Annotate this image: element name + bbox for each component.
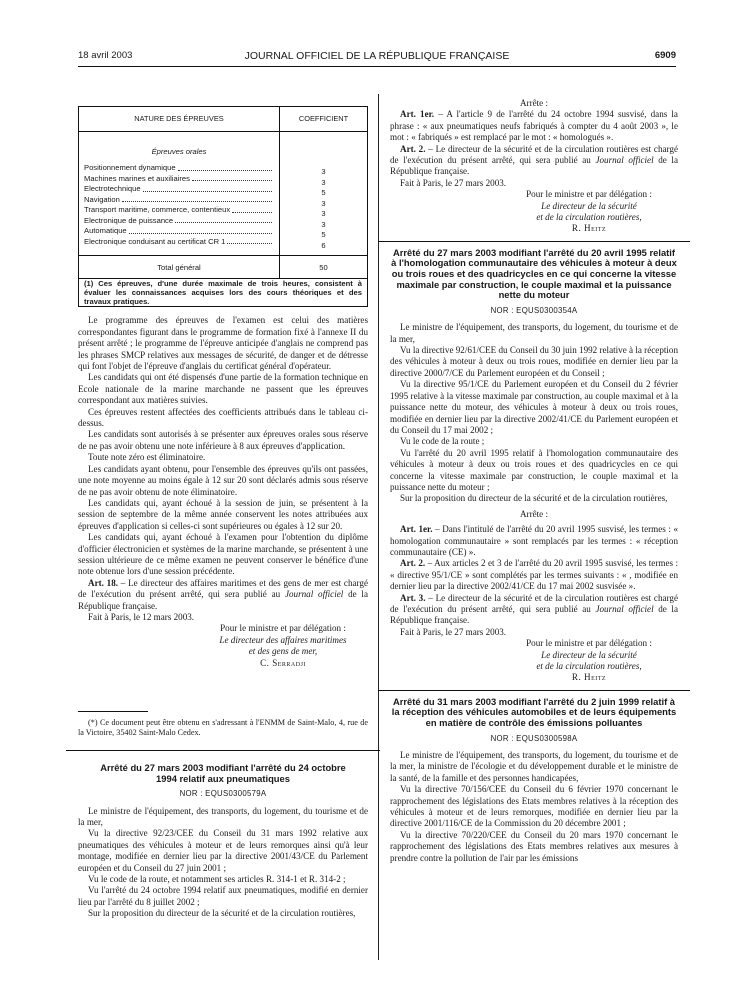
date-line: Fait à Paris, le 27 mars 2003. <box>400 177 507 188</box>
dot-leader <box>129 226 272 234</box>
signatory-name: R. Heitz <box>571 672 607 683</box>
header-title: JOURNAL OFFICIEL DE LA RÉPUBLIQUE FRANÇAISE <box>244 50 510 62</box>
nor-reference: NOR : EQUS0300579A <box>179 789 267 799</box>
left-column <box>78 94 368 920</box>
signature-block: Pour le ministre et par délégation : Le directeur des affaires maritimes et des gens de mer, C. Serradji <box>198 623 368 669</box>
nor-reference: NOR : EQUS0300598A <box>490 733 578 743</box>
header-date: 18 avril 2003 <box>78 50 133 61</box>
paragraph: Les candidats sont autorisés à se présenter aux épreuves orales sous réserve de ne pas avoir obtenu une note inférieure à 8 aux épreuves d'application. <box>78 429 368 451</box>
paragraph: Sur la proposition du directeur de la sécurité et de la circulation routières, <box>400 493 668 504</box>
dot-leader <box>178 163 272 171</box>
header-page-number: 6909 <box>654 50 676 61</box>
paragraph: Ces épreuves restent affectées des coefficients attribués dans le tableau ci-dessus. <box>78 406 368 429</box>
table-row-coefficient: 3 <box>321 219 326 229</box>
dot-leader <box>143 184 272 192</box>
table-row <box>84 195 274 206</box>
table-header-nature: NATURE DES ÉPREUVES <box>79 107 280 132</box>
table-row-coefficient: 3 <box>321 209 326 218</box>
table-row-coefficient: 6 <box>321 240 326 250</box>
paragraph: Les candidats qui, ayant échoué à la session de juin, se présentent à la session de septembre de la même année conservent les notes attribuées aux épreuves d'application si celles-ci sont supérieures ou égales à 12 sur 20. <box>78 497 368 531</box>
page-header <box>78 50 676 64</box>
article-1: Art. 1er. – Dans l'intitulé de l'arrêté du 20 avril 1995 susvisé, les termes : « homologation communautaire » sont remplacés par les termes : « réception communautaire (CE) ». <box>390 524 678 557</box>
signature-block: Pour le ministre et par délégation : Le directeur de la sécurité et de la circulation routières, R. Heitz <box>500 189 678 235</box>
article-2: Art. 2. – Le directeur de la sécurité et de la circulation routières est chargé de l'exécution du présent arrêté, qui sera publié au Journal officiel de la République française. <box>390 143 678 177</box>
table-total-label: Total général <box>79 256 280 279</box>
dot-leader <box>192 174 272 182</box>
table-note: (1) Ces épreuves, d'une durée maximale de trois heures, consistent à évaluer les connaissances acquises lors des cours théoriques et des travaux pratiques. <box>79 279 368 307</box>
paragraph: Vu la directive 70/220/CEE du Conseil du 20 mars 1970 concernant le rapprochement des législations des Etats membres relatives aux mesures à prendre contre la pollution de l'air par les émissions <box>390 829 678 863</box>
article-1: Art. 1er. – A l'article 9 de l'arrêté du 24 octobre 1994 susvisé, dans la phrase : « aux pneumatiques neufs fabriqués à compter du 4 août 2003 », le mot : « fabriqués » est remplacé par le mot : « homologués ». <box>390 109 678 143</box>
table-row-label: Electrotechnique <box>84 184 141 194</box>
paragraph: Sur la proposition du directeur de la sécurité et de la circulation routières, <box>88 908 356 919</box>
right-column <box>390 98 678 864</box>
table-row <box>84 184 274 195</box>
paragraph: Les candidats qui, ayant échoué à l'examen pour l'obtention du diplôme d'officier électronicien et systèmes de la marine marchande, se présentent à une session ultérieure de ce même examen ne peuvent conserver le bénéfice d'une note obtenue lors d'une session précédente. <box>78 532 368 577</box>
table-header-coefficient: COEFFICIENT <box>280 107 368 132</box>
table-row-coefficient: 3 <box>321 177 326 187</box>
paragraph: Vu la directive 95/1/CE du Parlement européen et du Conseil du 2 février 1995 relative à la vitesse maximale par construction, au couple maximal et à la puissance nette du moteur, des véhicules à moteur à deux ou trois roues, modifiée en dernier lieu par la directive 2002/41/CE du Parlement européen et du Conseil du 17 mai 2002 ; <box>390 379 678 435</box>
decree-title: Arrêté du 27 mars 2003 modifiant l'arrêté du 20 avril 1995 relatif à l'homologation communautaire des véhicules à moteur à deux ou trois roues et des quadricycles en ce qui concerne la vitesse maximale par construction, le couple maximal et la puissance nette du moteur <box>391 246 677 301</box>
table-row <box>84 226 274 237</box>
paragraph: Vu l'arrêté du 24 octobre 1994 relatif aux pneumatiques, modifié en dernier lieu par l'arrêté du 8 juillet 2002 ; <box>78 885 368 907</box>
paragraph: Vu la directive 70/156/CEE du Conseil du 6 février 1970 concernant le rapprochement des législations des Etats membres relatives à la réception des véhicules à moteur et de leurs remorques, modifiée en dernier lieu par la directive 2001/116/CE de la Commission du 20 décembre 2001 ; <box>390 784 678 829</box>
dot-leader <box>232 205 272 213</box>
table-subtitle: Épreuves orales <box>151 147 207 156</box>
table-row-coefficient: 5 <box>321 230 326 239</box>
signatory-name: R. Heitz <box>571 223 607 234</box>
exam-table <box>78 106 368 307</box>
table-row <box>84 163 274 174</box>
table-row-label: Positionnement dynamique <box>84 163 176 173</box>
table-row <box>84 237 274 248</box>
table-row <box>84 216 274 227</box>
article-18: Art. 18. – Le directeur des affaires maritimes et des gens de mer est chargé de l'exécution du présent arrêté, qui sera publié au Journal officiel de la République française. <box>78 577 368 611</box>
paragraph: Vu la directive 92/23/CEE du Conseil du 31 mars 1992 relative aux pneumatiques des véhicules à moteur et de leurs remorques ainsi qu'à leur montage, modifiée en dernier lieu par la directive 2001/43/CE du Parlement européen et du Conseil du 27 juin 2001 ; <box>78 828 368 873</box>
paragraph: Les candidats ayant obtenu, pour l'ensemble des épreuves qu'ils ont passées, une note moyenne au moins égale à 12 sur 20 sont déclarés admis sous réserve de ne pas avoir obtenu de note éliminatoire. <box>78 463 368 497</box>
table-total-value: 50 <box>280 256 368 279</box>
table-row <box>84 205 274 216</box>
table-row-coefficient: 3 <box>321 167 326 176</box>
date-line: Fait à Paris, le 12 mars 2003. <box>88 611 195 622</box>
dot-leader <box>175 216 272 224</box>
paragraph: Vu le code de la route ; <box>400 436 485 447</box>
date-line: Fait à Paris, le 27 mars 2003. <box>400 626 507 637</box>
dot-leader <box>122 195 272 203</box>
footnote-rule <box>78 711 148 712</box>
signatory-name: C. Serradji <box>260 657 306 668</box>
table-labels-cell <box>79 132 280 256</box>
table-row <box>84 174 274 185</box>
arrete-heading: Arrête : <box>519 98 549 108</box>
table-row-label: Electronique de puissance <box>84 215 174 225</box>
paragraph: Toute note zéro est éliminatoire. <box>88 452 206 463</box>
paragraph: Le ministre de l'équipement, des transports, du logement, du tourisme et de la mer, <box>78 805 368 827</box>
dot-leader <box>227 237 272 245</box>
paragraph: Le programme des épreuves de l'examen est celui des matières correspondantes figurant dans le programme de formation fixé à l'annexe II du présent arrêté ; le programme de l'épreuve anticipée d'anglais ne comprend pas les phrases SMCP relatives aux messages de sécurité, de danger et de détresse qui font l'objet de l'épreuve d'anglais du certificat général d'opérateur. <box>78 315 368 372</box>
arrete-heading: Arrête : <box>519 508 549 519</box>
signature-block: Pour le ministre et par délégation : Le directeur de la sécurité et de la circulation routières, R. Heitz <box>500 638 678 684</box>
decree-title: Arrêté du 31 mars 2003 modifiant l'arrêté du 2 juin 1999 relatif à la réception des véhicules automobiles et de leurs équipements en matière de contrôle des émissions polluantes <box>391 695 677 729</box>
paragraph: Le ministre de l'équipement, des transports, du logement, du tourisme et de la mer, la ministre de l'écologie et du développement durable et le ministre de la santé, de la famille et des personnes handicapées, <box>390 750 678 783</box>
footnote: (*) Ce document peut être obtenu en s'adressant à l'ENMM de Saint-Malo, 4, rue de la Victoire, 35402 Saint-Malo Cedex. <box>78 718 368 737</box>
table-row-label: Automatique <box>84 226 127 236</box>
paragraph: Vu l'arrêté du 20 avril 1995 relatif à l'homologation communautaire des véhicules à moteur à deux ou trois roues et des quadricycles en ce qui concerne la vitesse maximale par construction, le couple maximal et la puissance nette du moteur ; <box>390 447 678 492</box>
article-label: Art. 18. <box>88 577 119 588</box>
table-row-label: Transport maritime, commerce, contentieux <box>84 205 231 215</box>
header-rule <box>78 66 676 67</box>
decree-title: Arrêté du 27 mars 2003 modifiant l'arrêté du 24 octobre 1994 relatif aux pneumatiques <box>100 762 346 784</box>
nor-reference: NOR : EQUS0300354A <box>490 305 578 315</box>
table-row-label: Navigation <box>84 194 120 204</box>
table-row-coefficient: 5 <box>321 188 326 197</box>
paragraph: Le ministre de l'équipement, des transports, du logement, du tourisme et de la mer, <box>390 322 678 344</box>
table-values-cell <box>280 132 368 256</box>
paragraph: Vu le code de la route, et notamment ses articles R. 314-1 et R. 314-2 ; <box>88 874 346 885</box>
table-row-label: Machines marines et auxiliaires <box>84 173 190 183</box>
table-row-label: Electronique conduisant au certificat CR 1 <box>84 236 226 246</box>
article-3: Art. 3. – Le directeur de la sécurité et de la circulation routières est chargé de l'exécution du présent arrêté, qui sera publié au Journal officiel de la République française. <box>390 592 678 626</box>
table-row-coefficient: 3 <box>321 198 326 208</box>
paragraph: Les candidats qui ont été dispensés d'une partie de la formation technique en Ecole nationale de la marine marchande ne passent que les épreuves correspondant aux matières suivies. <box>78 372 368 406</box>
column-divider <box>378 94 379 960</box>
paragraph: Vu la directive 92/61/CEE du Conseil du 30 juin 1992 relative à la réception des véhicules à moteur à deux ou trois roues, modifiée en dernier lieu par la directive 2000/7/CE du Parlement européen et du Conseil ; <box>390 345 679 378</box>
article-2: Art. 2. – Aux articles 2 et 3 de l'arrêté du 20 avril 1995 susvisé, les termes : « directive 95/1/CE » sont complétés par les termes suivants : « , modifiée en dernier lieu par la directive 2002/41/CE du 17 mai 2002 susvisée ». <box>390 558 679 592</box>
